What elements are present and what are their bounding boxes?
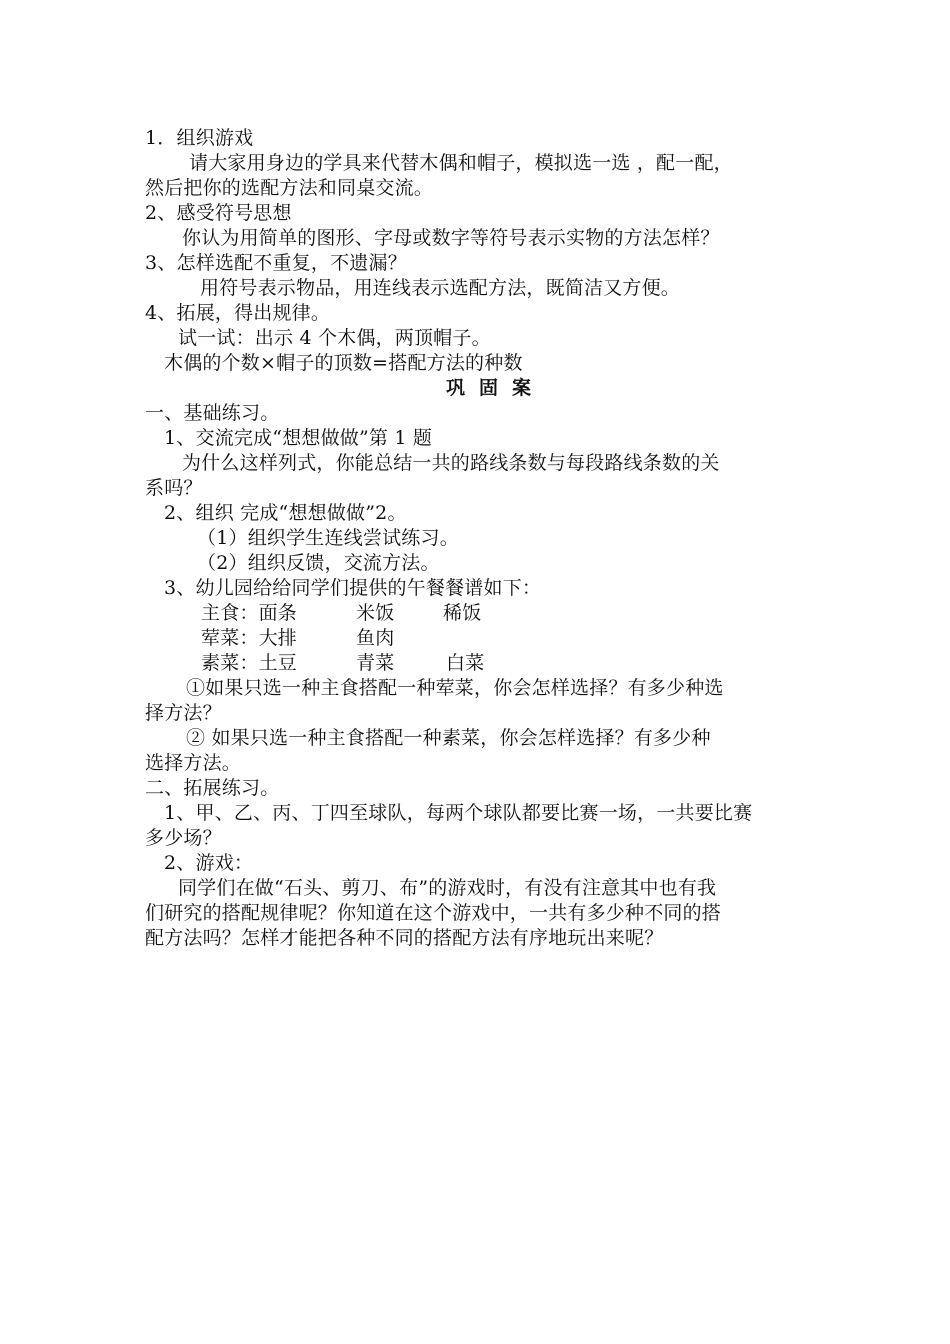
heading-extended-practice: 二、拓展练习。 [145, 777, 280, 799]
heading-extend-rule: 4、拓展，得出规律。 [145, 302, 331, 324]
heading-basic-practice: 一、基础练习。 [145, 402, 280, 424]
paragraph-line: 请大家用身边的学具来代替木偶和帽子，模拟选一选 ，配一配， [189, 152, 733, 174]
paragraph-line: 们研究的搭配规律呢？你知道在这个游戏中，一共有多少种不同的搭 [145, 902, 722, 924]
menu-row-vegetable [201, 651, 485, 675]
menu-cell: 米饭 [356, 602, 395, 624]
exercise-item: 1、甲、乙、丙、丁四至球队，每两个球队都要比赛一场，一共要比赛 [164, 802, 753, 824]
sub-item: （1）组织学生连线尝试练习。 [197, 527, 459, 549]
paragraph-line: 多少场？ [145, 827, 222, 849]
menu-row-staple [201, 601, 482, 625]
paragraph-line: 同学们在做“石头、剪刀、布”的游戏时，有没有注意其中也有我 [178, 877, 717, 899]
paragraph-line: 你认为用简单的图形、字母或数字等符号表示实物的方法怎样？ [182, 227, 720, 249]
question-line: 择方法？ [145, 702, 222, 724]
formula-line: 木偶的个数×帽子的顶数=搭配方法的种数 [164, 352, 523, 374]
question-line: ①如果只选一种主食搭配一种荤菜，你会怎样选择？有多少种选 [186, 677, 724, 699]
heading-organize-game: 1．组织游戏 [145, 127, 254, 149]
heading-no-repeat: 3、怎样选配不重复，不遗漏？ [145, 252, 407, 274]
menu-row-meat [201, 626, 395, 650]
menu-cell: 白菜 [446, 652, 485, 674]
section-title: 巩固案 [446, 377, 546, 399]
paragraph-line: 系吗？ [145, 477, 203, 499]
paragraph-line: 用符号表示物品，用连线表示选配方法，既简洁又方便。 [200, 277, 681, 299]
exercise-item: 2、游戏： [164, 852, 254, 874]
exercise-item: 2、组织 完成“想想做做”2。 [164, 502, 407, 524]
exercise-item: 1、交流完成“想想做做”第 1 题 [164, 427, 433, 449]
paragraph-line: 试一试：出示 4 个木偶，两顶帽子。 [178, 327, 491, 349]
menu-label: 荤菜：大排 [201, 627, 298, 649]
heading-symbol-thinking: 2、感受符号思想 [145, 202, 292, 224]
menu-label: 素菜：土豆 [201, 652, 298, 674]
paragraph-line: 为什么这样列式，你能总结一共的路线条数与每段路线条数的关 [182, 452, 720, 474]
paragraph-line: 然后把你的选配方法和同桌交流。 [145, 177, 434, 199]
menu-cell: 稀饭 [443, 602, 482, 624]
menu-label: 主食：面条 [201, 602, 298, 624]
menu-cell: 鱼肉 [356, 627, 395, 649]
sub-item: （2）组织反馈，交流方法。 [197, 552, 440, 574]
exercise-item: 3、幼儿园给给同学们提供的午餐餐谱如下： [164, 577, 542, 599]
paragraph-line: 配方法吗？怎样才能把各种不同的搭配方法有序地玩出来呢？ [145, 927, 664, 949]
question-line: ② 如果只选一种主食搭配一种素菜，你会怎样选择？有多少种 [186, 727, 711, 749]
question-line: 选择方法。 [145, 752, 242, 774]
menu-cell: 青菜 [356, 652, 395, 674]
